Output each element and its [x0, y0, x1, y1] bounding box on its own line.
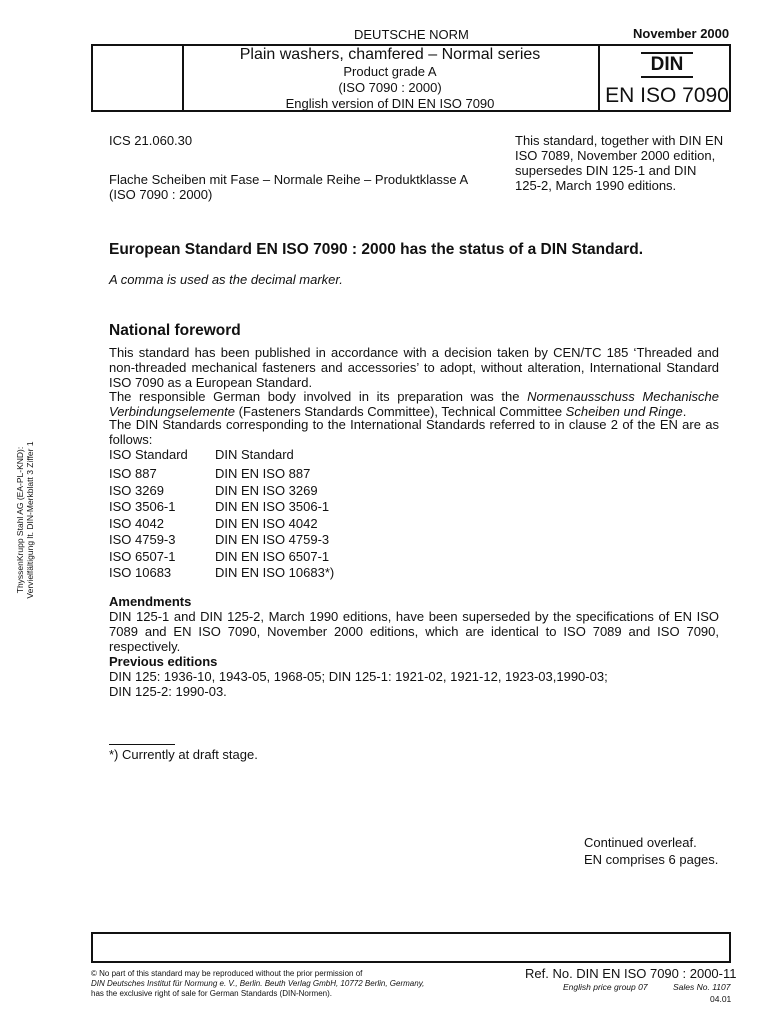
previous-editions-text [109, 669, 719, 699]
document-subtitle-grade: Product grade A [343, 64, 437, 79]
norm-label: DEUTSCHE NORM [354, 27, 469, 42]
table-cell-din: DIN EN ISO 3506-1 [215, 499, 330, 514]
table-header-din: DIN Standard [215, 447, 294, 462]
table-header-iso: ISO Standard [109, 447, 188, 462]
german-title-line1: Flache Scheiben mit Fase – Normale Reihe – Produktklasse A [109, 172, 469, 187]
table-row [109, 483, 415, 500]
document-title: Plain washers, chamfered – Normal series [239, 46, 541, 63]
standard-reference: EN ISO 7090 [605, 84, 729, 107]
table-cell-iso: ISO 3506-1 [109, 499, 176, 514]
amendments-text: DIN 125-1 and DIN 125-2, March 1990 editions, have been superseded by the specifications of EN ISO 7089 and EN ISO 7090, November 2000 editions, which are identical to ISO 7089 and ISO 7090, respectively. [109, 609, 719, 654]
copyright-line3: has the exclusive right of sale for German Standards (DIN-Normen). [91, 989, 332, 998]
table-row [109, 565, 415, 582]
table-cell-iso: ISO 887 [109, 466, 157, 481]
foreword-p2-committee: Normenausschuss Mechanische Verbindungselemente [109, 389, 719, 419]
foreword-p2-text-a: The responsible German body involved in its preparation was the [109, 389, 528, 404]
copyright-notice [91, 969, 491, 999]
table-cell-iso: ISO 6507-1 [109, 548, 176, 564]
previous-editions-heading: Previous editions [109, 654, 218, 669]
reference-number: Ref. No. DIN EN ISO 7090 : 2000-11 [525, 966, 737, 981]
document-subtitle-iso: (ISO 7090 : 2000) [338, 80, 442, 95]
copyright-line2: DIN Deutsches Institut für Normung e. V., Berlin. Beuth Verlag GmbH, 10772 Berlin, Germany, [91, 979, 425, 988]
table-cell-din: DIN EN ISO 3269 [215, 482, 318, 498]
copyright-line1: © No part of this standard may be reproduced without the prior permission of [91, 969, 363, 978]
ics-code: ICS 21.060.30 [109, 133, 193, 148]
foreword-p2-technical-committee: Scheiben und Ringe [565, 404, 683, 419]
table-row [109, 549, 415, 566]
table-cell-din: DIN EN ISO 10683*) [215, 565, 335, 580]
side-note-line2: Vervielfältigung lt. DIN-Merkblatt 3 Ziffer 1 [25, 441, 35, 599]
foreword-p2-text-c: (Fasteners Standards Committee), Technical Committee [235, 404, 566, 419]
foreword-paragraph-1: This standard has been published in accordance with a decision taken by CEN/TC 185 ‘Threaded and non-threaded mechanical fasteners and accessories’ to adopt, without alteration, International Standard ISO 7090 as a European Standard. [109, 345, 719, 390]
document-subtitle-version: English version of DIN EN ISO 7090 [285, 96, 495, 111]
footnote-rule [109, 744, 175, 745]
previous-editions-line2: DIN 125-2: 1990-03. [109, 684, 227, 699]
side-license-note [15, 441, 35, 598]
table-cell-iso: ISO 4042 [109, 515, 164, 531]
table-row [109, 466, 415, 483]
foreword-p2-text-e: . [682, 404, 687, 419]
page-count-note: EN comprises 6 pages. [584, 852, 719, 867]
foreword-paragraph-3: The DIN Standards corresponding to the International Standards referred to in clause 2 of the EN are as follows: [109, 417, 719, 447]
din-logo-text: DIN [650, 54, 684, 75]
table-cell-din: DIN EN ISO 6507-1 [215, 548, 330, 564]
header-divider-right [598, 46, 600, 110]
footnote: *) Currently at draft stage. [109, 747, 258, 762]
previous-editions-line1: DIN 125: 1936-10, 1943-05, 1968-05; DIN 125-1: 1921-02, 1921-12, 1923-03,1990-03; [109, 669, 608, 684]
bottom-frame [91, 932, 731, 963]
print-code: 04.01 [710, 994, 732, 1004]
status-line: European Standard EN ISO 7090 : 2000 has the status of a DIN Standard. [109, 241, 644, 258]
table-row [109, 499, 415, 516]
table-cell-din: DIN EN ISO 887 [215, 466, 311, 481]
foreword-paragraph-2 [109, 389, 719, 419]
national-foreword-heading: National foreword [109, 322, 241, 339]
side-note-line1: ThyssenKrupp Stahl AG (EA-PL-KND): [15, 446, 25, 594]
supersedes-note: This standard, together with DIN EN ISO 7089, November 2000 edition, supersedes DIN 125-1 and DIN 125-2, March 1990 editions. [515, 133, 724, 193]
amendments-heading: Amendments [109, 594, 192, 609]
table-header-row [109, 447, 415, 466]
publication-date: November 2000 [633, 26, 730, 41]
table-row [109, 532, 415, 549]
decimal-marker-note: A comma is used as the decimal marker. [109, 272, 343, 287]
table-row [109, 516, 415, 533]
continued-overleaf: Continued overleaf. [584, 835, 697, 850]
table-cell-iso: ISO 3269 [109, 482, 164, 498]
table-cell-iso: ISO 4759-3 [109, 532, 176, 547]
table-cell-din: DIN EN ISO 4042 [215, 515, 318, 531]
german-title-line2: (ISO 7090 : 2000) [109, 187, 213, 202]
din-logo [625, 55, 709, 75]
title-block [182, 46, 598, 112]
din-logo-top-bar [641, 52, 693, 54]
sales-number: Sales No. 1107 [673, 982, 731, 992]
german-title [109, 172, 489, 202]
table-cell-din: DIN EN ISO 4759-3 [215, 532, 330, 547]
din-logo-bottom-bar [641, 76, 693, 78]
price-group: English price group 07 [563, 982, 648, 992]
table-cell-iso: ISO 10683 [109, 565, 172, 580]
standards-table [109, 447, 415, 582]
